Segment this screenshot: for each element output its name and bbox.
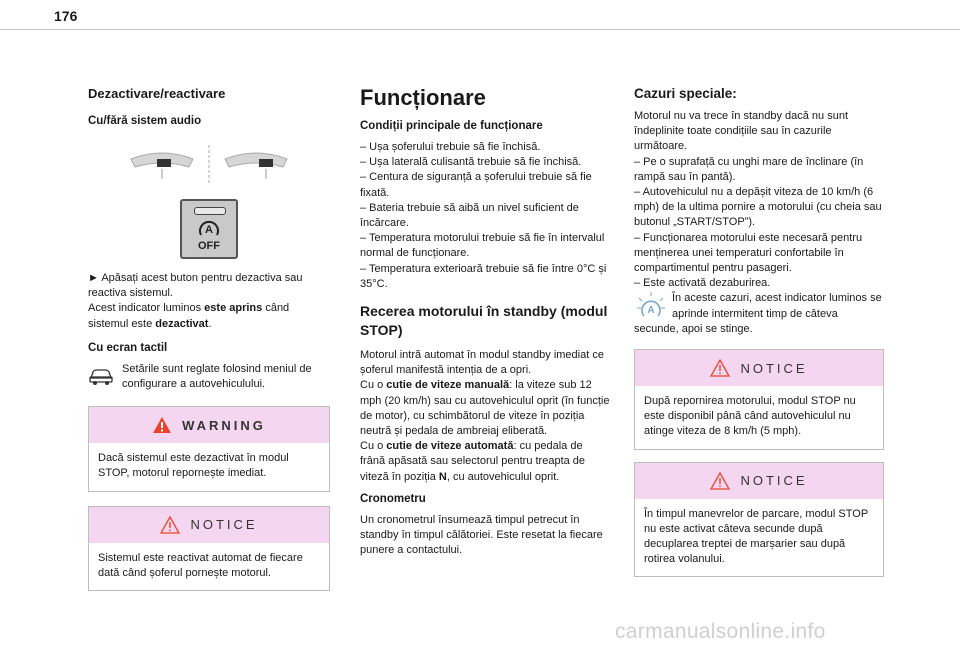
conditions-list xyxy=(360,140,610,292)
list-item: – Ușa laterală culisantă trebuie să fie închisă. xyxy=(360,156,582,169)
notice-box-3 xyxy=(634,462,884,578)
steering-wheel-left-icon xyxy=(127,145,197,185)
warning-title: WARNING xyxy=(182,417,266,433)
notice-triangle-icon xyxy=(710,472,730,490)
subheading-audio: Cu/fără sistem audio xyxy=(88,115,202,127)
notice-body: În timpul manevrelor de parcare, modul STOP nu este activat câteva secunde după decuplarea treptei de marșarier sau după rotirea volanului. xyxy=(644,507,868,566)
steering-wheel-right-icon xyxy=(221,145,291,185)
notice-box-1 xyxy=(88,506,330,591)
svg-text:A: A xyxy=(205,224,213,236)
notice-title: NOTICE xyxy=(190,517,258,533)
indicator-blink-text: A În aceste cazuri, acest indicator luminos se aprinde intermitent timp de câteva secunde, apoi se stinge. xyxy=(634,292,882,335)
notice-triangle-icon xyxy=(160,516,180,534)
list-item: – Pe o suprafață cu unghi mare de înclinare (în rampă sau în pantă). xyxy=(634,155,864,183)
column-3 xyxy=(634,86,884,577)
notice-title: NOTICE xyxy=(740,360,808,376)
column-2 xyxy=(360,86,610,558)
notice-triangle-icon xyxy=(710,359,730,377)
warning-triangle-icon xyxy=(152,416,172,434)
notice-header xyxy=(635,463,883,499)
warning-header xyxy=(89,407,329,443)
list-item: – Temperatura motorului trebuie să fie în intervalul normal de funcționare. xyxy=(360,232,605,260)
standby-paragraph-1: Motorul intră automat în modul standby imediat ce șoferul manifestă intenția de a opri. xyxy=(360,349,604,377)
notice-body: Sistemul este reactivat automat de fiecare dată când șoferul pornește motorul. xyxy=(98,551,303,579)
touchscreen-text: Setările sunt reglate folosind meniul de configurare a autovehiculului. xyxy=(122,362,312,391)
indicator-light-icon xyxy=(194,207,226,215)
auto-a-icon xyxy=(196,217,222,239)
standby-paragraph-automatic: Cu o cutie de viteze automată: cu pedala de frână apăsată sau selectorul pentru treapta de viteză în poziția N, cu autovehiculul oprit. xyxy=(360,440,586,483)
notice-header xyxy=(635,350,883,386)
page-number: 176 xyxy=(54,8,78,24)
indicator-text: Acest indicator luminos este aprins când sistemul este dezactivat. xyxy=(88,302,290,330)
notice-box-2 xyxy=(634,349,884,450)
subheading-timer: Cronometru xyxy=(360,492,426,505)
touchscreen-note xyxy=(88,362,330,392)
subheading-touchscreen: Cu ecran tactil xyxy=(88,341,168,354)
timer-paragraph: Un cronometrul însumează timpul petrecut în standby în timpul călătoriei. Este resetat la fiecare punere a contactului. xyxy=(360,513,603,557)
blinking-auto-a-icon xyxy=(636,291,666,321)
divider-dashed-icon xyxy=(207,145,211,185)
watermark: carmanualsonline.info xyxy=(615,620,826,643)
list-item: – Bateria trebuie să aibă un nivel suficient de încărcare. xyxy=(360,201,579,230)
column-1 xyxy=(88,86,330,591)
section-heading-special-cases: Cazuri speciale: xyxy=(634,86,737,101)
notice-header xyxy=(89,507,329,543)
list-item: – Temperatura exterioară trebuie să fie între 0°C și 35°C. xyxy=(360,262,607,290)
header-divider xyxy=(0,29,960,30)
list-item: – Ușa șoferului trebuie să fie închisă. xyxy=(360,141,541,153)
steering-wheel-illustrations xyxy=(88,143,330,187)
list-item: – Autovehiculul nu a depășit viteza de 10 km/h (6 mph) de la ultima pornire a motorului (cu cheia sau butonul „START/STOP”). xyxy=(634,186,882,229)
section-heading-operation: Funcționare xyxy=(360,85,486,110)
car-settings-icon xyxy=(88,364,114,386)
section-heading-deactivation: Dezactivare/reactivare xyxy=(88,86,226,101)
press-button-text: ► Apăsați acest buton pentru dezactiva sau reactiva sistemul. xyxy=(88,272,303,300)
special-intro: Motorul nu va trece în standby dacă nu sunt îndeplinite toate condițiile sau în cazurile următoare. xyxy=(634,110,849,153)
warning-body: Dacă sistemul este dezactivat în modul STOP, motorul repornește imediat. xyxy=(98,452,289,480)
svg-text:A: A xyxy=(647,305,655,317)
list-item: – Este activată dezaburirea. xyxy=(634,277,771,290)
stop-start-off-button[interactable] xyxy=(180,199,238,259)
standby-paragraph-manual: Cu o cutie de viteze manuală: la viteze sub 12 mph (20 km/h) sau cu autovehiculul oprit (în funcție de motor), cu schimbătorul de viteze în poziția neutră și pedala de ambreiaj eliberată. xyxy=(360,379,610,438)
section-heading-standby: Recerea motorului în standby (modul STOP) xyxy=(360,303,608,339)
warning-box xyxy=(88,406,330,491)
notice-title: NOTICE xyxy=(740,473,808,489)
list-item: – Centura de siguranță a șoferului trebuie să fie fixată. xyxy=(360,171,592,199)
subheading-conditions: Condiții principale de funcționare xyxy=(360,120,543,132)
list-item: – Funcționarea motorului este necesară pentru menținerea unei temperaturi confortabile în compartimentul pentru pasageri. xyxy=(634,231,863,275)
off-label: OFF xyxy=(198,240,220,252)
notice-body: După repornirea motorului, modul STOP nu este disponibil până când autovehiculul nu atinge viteza de 8 km/h (5 mph). xyxy=(644,395,856,438)
